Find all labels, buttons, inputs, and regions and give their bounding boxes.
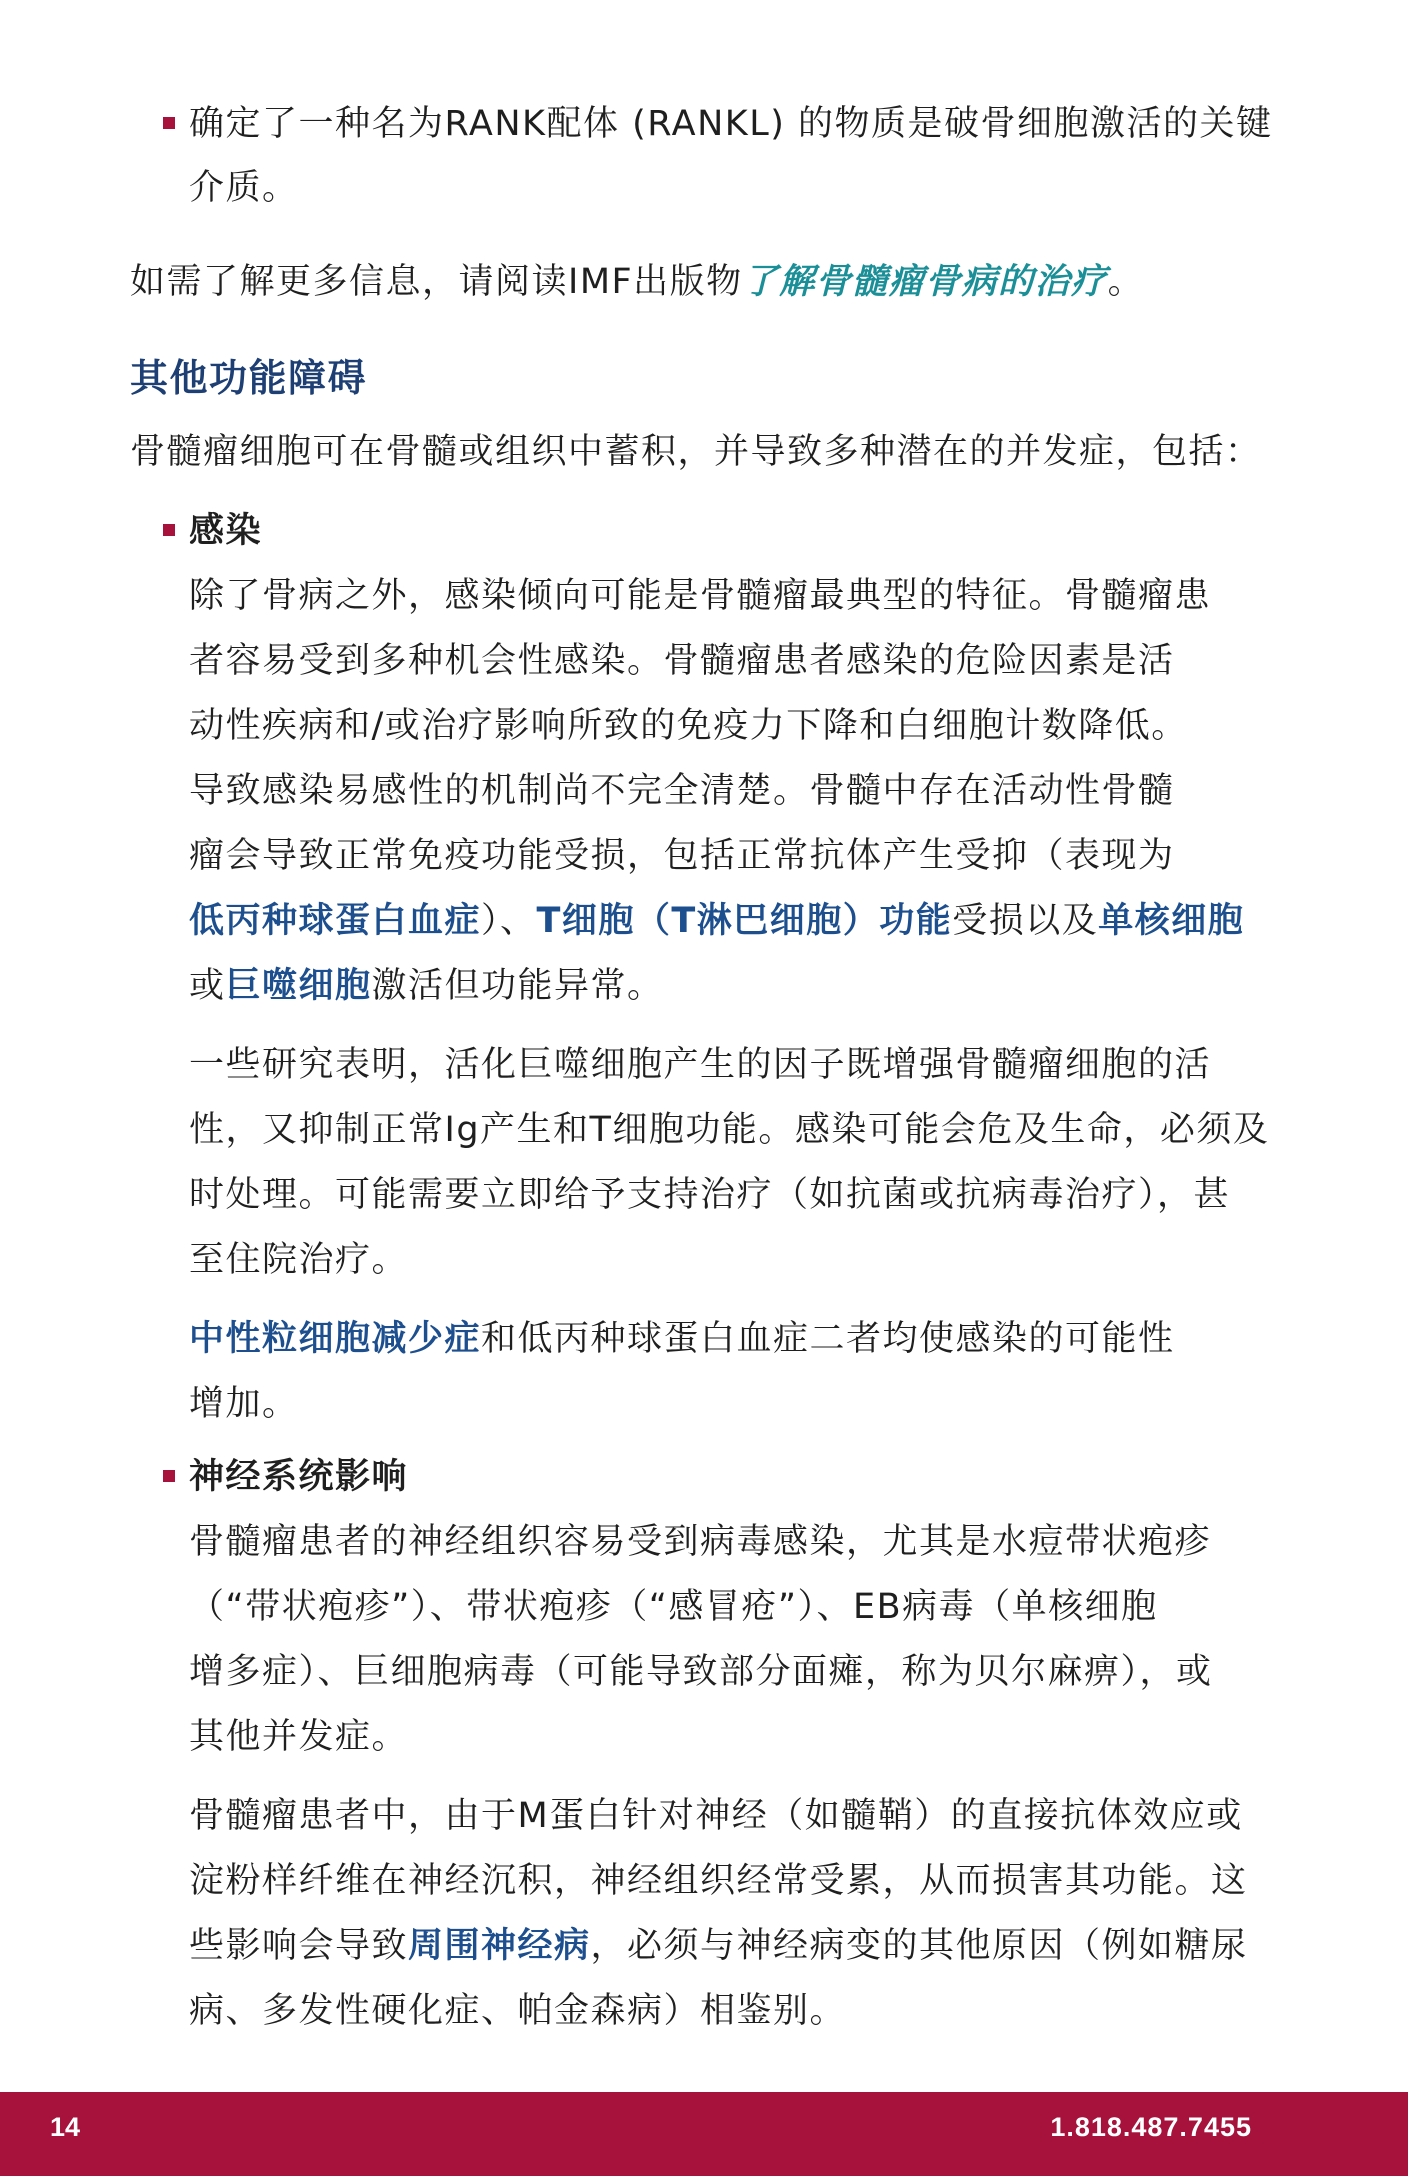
text-separator: ）、 (481, 901, 537, 941)
nervous-p1-line3: 增多症）、巨细胞病毒（可能导致部分面瘫，称为贝尔麻痹），或 (189, 1652, 1213, 1692)
bullet-marker (163, 524, 175, 536)
infection-p1-line3: 动性疾病和/或治疗影响所致的免疫力下降和白细胞计数降低。 (189, 706, 1188, 746)
infection-p1-line4: 导致感染易感性的机制尚不完全清楚。骨髓中存在活动性骨髓 (189, 771, 1175, 811)
nervous-p2-line1: 骨髓瘤患者中，由于M蛋白针对神经（如髓鞘）的直接抗体效应或 (189, 1796, 1243, 1836)
nervous-p1-line4: 其他并发症。 (189, 1717, 409, 1757)
bullet-rankl-line2: 介质。 (189, 168, 299, 208)
nervous-p1-line2: （“带状疱疹”）、带状疱疹（“感冒疮”）、EB病毒（单核细胞 (189, 1587, 1158, 1627)
section-intro: 骨髓瘤细胞可在骨髓或组织中蓄积，并导致多种潜在的并发症，包括： (130, 432, 1262, 472)
infection-p1-line5: 瘤会导致正常免疫功能受损，包括正常抗体产生受抑（表现为 (189, 836, 1175, 876)
more-info-prefix: 如需了解更多信息，请阅读IMF出版物 (130, 262, 743, 302)
section-heading: 其他功能障碍 (130, 356, 368, 400)
page-number: 14 (50, 2112, 81, 2142)
more-info-paragraph (130, 258, 1144, 306)
term-peripheral-neuropathy[interactable]: 周围神经病 (408, 1926, 591, 1966)
infection-p2-line4: 至住院治疗。 (189, 1240, 409, 1280)
term-t-cell-function[interactable]: T细胞（T淋巴细胞）功能 (536, 901, 953, 941)
term-hypogammaglobulinemia[interactable]: 低丙种球蛋白血症 (189, 901, 482, 941)
text-post: 激活但功能异常。 (371, 966, 664, 1006)
text-pre: 或 (189, 966, 226, 1006)
nervous-p2-line2: 淀粉样纤维在神经沉积，神经组织经常受累，从而损害其功能。这 (189, 1861, 1248, 1901)
infection-p2-line2: 性，又抑制正常Ig产生和T细胞功能。感染可能会危及生命，必须及 (189, 1110, 1270, 1150)
nervous-title: 神经系统影响 (189, 1457, 409, 1497)
infection-p1-line7 (189, 962, 664, 1010)
infection-p3-line1 (189, 1315, 1175, 1363)
more-info-suffix: 。 (1107, 262, 1145, 302)
bullet-rankl-line1: 确定了一种名为RANK配体 (RANKL) 的物质是破骨细胞激活的关键 (189, 104, 1273, 144)
infection-p1-line1: 除了骨病之外，感染倾向可能是骨髓瘤最典型的特征。骨髓瘤患 (189, 576, 1212, 616)
bullet-marker (163, 1470, 175, 1482)
infection-p2-line1: 一些研究表明，活化巨噬细胞产生的因子既增强骨髓瘤细胞的活 (189, 1045, 1212, 1085)
infection-p2-line3: 时处理。可能需要立即给予支持治疗（如抗菌或抗病毒治疗），甚 (189, 1175, 1231, 1215)
text-pre: 些影响会导致 (189, 1926, 409, 1966)
nervous-p2-line4: 病、多发性硬化症、帕金森病）相鉴别。 (189, 1991, 847, 2031)
term-neutropenia[interactable]: 中性粒细胞减少症 (189, 1319, 482, 1359)
bullet-marker (163, 117, 175, 129)
term-macrophage[interactable]: 巨噬细胞 (225, 966, 372, 1006)
term-monocyte[interactable]: 单核细胞 (1098, 901, 1245, 941)
infection-p3-line2: 增加。 (189, 1384, 299, 1424)
infection-title: 感染 (189, 511, 263, 551)
infection-p1-line2: 者容易受到多种机会性感染。骨髓瘤患者感染的危险因素是活 (189, 641, 1175, 681)
text-post: ，必须与神经病变的其他原因（例如糖尿 (590, 1926, 1248, 1966)
text-post: 和低丙种球蛋白血症二者均使感染的可能性 (481, 1319, 1175, 1359)
nervous-p1-line1: 骨髓瘤患者的神经组织容易受到病毒感染，尤其是水痘带状疱疹 (189, 1522, 1212, 1562)
nervous-p2-line3 (189, 1922, 1248, 1970)
footer-bar (0, 2092, 1408, 2176)
publication-link[interactable]: 了解骨髓瘤骨病的治疗 (742, 262, 1108, 302)
phone-number[interactable]: 1.818.487.7455 (1050, 2112, 1252, 2142)
text-mid: 受损以及 (952, 901, 1099, 941)
infection-p1-line6 (189, 897, 1244, 945)
